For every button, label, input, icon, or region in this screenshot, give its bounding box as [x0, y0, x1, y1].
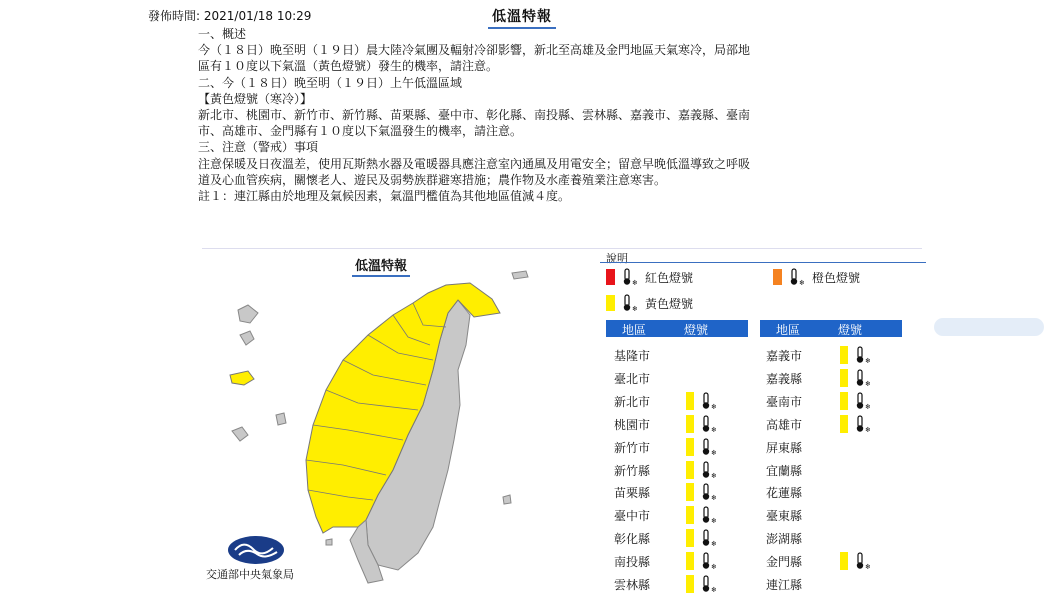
table-row	[614, 347, 754, 365]
table-row	[614, 576, 754, 594]
thermometer-snow-icon	[700, 529, 718, 547]
thermometer-snow-icon	[854, 392, 872, 410]
col-signal: 燈號	[838, 323, 863, 337]
legend-orange	[773, 268, 860, 286]
table-row	[614, 370, 754, 388]
thermometer-snow-icon	[700, 461, 718, 479]
table-row	[766, 484, 906, 502]
thermometer-snow-icon	[621, 294, 639, 312]
svg-text:❄: ❄	[799, 279, 805, 286]
table-row	[614, 507, 754, 525]
org-name: 交通部中央氣象局	[206, 568, 294, 581]
table-row	[766, 347, 906, 365]
table-row	[766, 462, 906, 480]
yellow-signal	[686, 461, 718, 479]
bulletin-line: 一、概述	[198, 27, 247, 41]
cwb-logo	[227, 535, 285, 565]
yellow-swatch	[686, 529, 694, 547]
region-name: 嘉義市	[766, 349, 803, 363]
yellow-swatch	[840, 392, 848, 410]
yellow-signal	[686, 483, 718, 501]
region-name: 宜蘭縣	[766, 463, 803, 478]
yellow-swatch	[840, 346, 848, 364]
map-island	[512, 271, 528, 279]
yellow-signal	[840, 415, 872, 433]
region-name: 高雄市	[766, 417, 803, 432]
thermometer-snow-icon	[700, 575, 718, 593]
table-row	[766, 439, 906, 457]
region-name: 花蓮縣	[766, 486, 803, 501]
svg-text:❄: ❄	[711, 494, 717, 502]
svg-text:❄: ❄	[632, 305, 638, 312]
blurred-watermark	[934, 318, 1044, 336]
legend-divider	[600, 262, 926, 263]
region-name: 雲林縣	[614, 578, 651, 592]
region-name: 彰化縣	[614, 532, 651, 547]
thermometer-snow-icon	[700, 438, 718, 456]
bulletin-line: 三、注意（警戒）事項	[198, 140, 319, 155]
bulletin-line: 【黃色燈號（寒冷）】	[198, 91, 313, 106]
thermometer-snow-icon	[700, 552, 718, 570]
svg-text:❄: ❄	[865, 563, 871, 571]
svg-text:❄: ❄	[711, 540, 717, 548]
yellow-swatch	[686, 506, 694, 524]
table-header-left	[606, 320, 748, 337]
bulletin-line: 注意保暖及日夜溫差，使用瓦斯熱水器及電暖器具應注意室內通風及用電安全；留意早晚低溫導致之呼吸	[198, 156, 751, 171]
thermometer-snow-icon	[788, 268, 806, 286]
yellow-signal	[686, 575, 718, 593]
yellow-signal	[686, 438, 718, 456]
thermometer-snow-icon	[854, 415, 872, 433]
thermometer-snow-icon	[854, 346, 872, 364]
legend-orange-label: 橙色燈號	[812, 270, 861, 285]
region-name: 桃園市	[614, 417, 651, 432]
thermometer-snow-icon	[854, 369, 872, 387]
yellow-swatch	[840, 552, 848, 570]
thermometer-snow-icon	[854, 552, 872, 570]
table-row	[614, 439, 754, 457]
yellow-signal	[840, 392, 872, 410]
svg-text:❄: ❄	[865, 379, 871, 387]
yellow-swatch	[686, 552, 694, 570]
col-region: 地區	[622, 323, 647, 337]
table-row	[766, 393, 906, 411]
table-row	[614, 553, 754, 571]
yellow-signal	[686, 529, 718, 547]
svg-text:❄: ❄	[711, 448, 717, 456]
table-row	[766, 576, 906, 594]
map-island	[240, 331, 254, 345]
yellow-swatch	[686, 461, 694, 479]
yellow-signal	[686, 506, 718, 524]
map-title: 低溫特報	[352, 255, 410, 277]
yellow-signal	[686, 392, 718, 410]
bulletin-text	[198, 26, 878, 204]
yellow-swatch	[686, 483, 694, 501]
legend-title: 說明	[606, 252, 628, 265]
svg-text:❄: ❄	[632, 279, 638, 286]
table-row	[614, 416, 754, 434]
yellow-swatch	[840, 415, 848, 433]
yellow-signal	[686, 552, 718, 570]
svg-text:❄: ❄	[865, 357, 871, 364]
orange-swatch	[773, 269, 782, 285]
table-row	[766, 530, 906, 548]
map-island	[326, 539, 332, 545]
yellow-signal	[840, 552, 872, 570]
svg-text:❄: ❄	[711, 471, 717, 479]
svg-text:❄: ❄	[865, 425, 871, 433]
table-row	[766, 416, 906, 434]
thermometer-snow-icon	[700, 392, 718, 410]
map-island	[238, 305, 258, 323]
yellow-swatch	[686, 438, 694, 456]
table-row	[766, 507, 906, 525]
svg-text:❄: ❄	[711, 586, 717, 593]
page-title: 低溫特報	[488, 6, 556, 29]
region-name: 屏東縣	[766, 440, 803, 455]
region-name: 新竹縣	[614, 463, 651, 478]
col-signal: 燈號	[684, 323, 709, 337]
red-swatch	[606, 269, 615, 285]
legend-red	[606, 268, 693, 286]
issue-time: 發佈時間: 2021/01/18 10:29	[148, 9, 312, 23]
region-name: 臺北市	[614, 371, 651, 386]
region-name: 苗栗縣	[614, 486, 651, 501]
yellow-swatch	[606, 295, 615, 311]
bulletin-line: 今（１８日）晚至明（１９日）晨大陸冷氣團及輻射冷卻影響，新北至高雄及金門地區天氣寒冷，局部地	[198, 43, 751, 58]
region-name: 嘉義縣	[766, 371, 803, 386]
legend-yellow	[606, 294, 693, 312]
region-name: 連江縣	[766, 578, 803, 592]
region-name: 南投縣	[614, 555, 651, 570]
region-name: 金門縣	[766, 555, 803, 570]
table-row	[614, 462, 754, 480]
table-row	[766, 370, 906, 388]
thermometer-snow-icon	[621, 268, 639, 286]
map-island	[230, 371, 254, 385]
legend-red-label: 紅色燈號	[645, 270, 694, 285]
yellow-swatch	[840, 369, 848, 387]
legend-yellow-label: 黃色燈號	[645, 296, 694, 311]
region-name: 臺東縣	[766, 509, 803, 524]
table-row	[766, 553, 906, 571]
region-name: 基隆市	[614, 349, 651, 363]
yellow-signal	[840, 369, 872, 387]
yellow-swatch	[686, 415, 694, 433]
table-row	[614, 484, 754, 502]
thermometer-snow-icon	[700, 506, 718, 524]
svg-text:❄: ❄	[711, 402, 717, 410]
region-name: 臺中市	[614, 509, 651, 524]
bulletin-line: 註１：連江縣由於地理及氣候因素，氣溫門檻值為其他地區值減４度。	[198, 189, 571, 204]
bulletin-line: 新北市、桃園市、新竹市、新竹縣、苗栗縣、臺中市、彰化縣、南投縣、雲林縣、嘉義市、嘉義縣、臺南	[198, 108, 751, 123]
svg-text:❄: ❄	[865, 402, 871, 410]
bulletin-line: 市、高雄市、金門縣有１０度以下氣溫發生的機率，請注意。	[198, 124, 523, 139]
table-header-right	[760, 320, 902, 337]
yellow-swatch	[686, 575, 694, 593]
thermometer-snow-icon	[700, 415, 718, 433]
table-row	[614, 530, 754, 548]
region-name: 新北市	[614, 394, 651, 409]
region-name: 新竹市	[614, 440, 651, 455]
yellow-signal	[840, 346, 872, 364]
yellow-signal	[686, 415, 718, 433]
yellow-swatch	[686, 392, 694, 410]
table-row	[614, 393, 754, 411]
svg-text:❄: ❄	[711, 563, 717, 571]
map-island	[276, 413, 286, 425]
bulletin-line: 區有１０度以下氣溫（黃色燈號）發生的機率，請注意。	[198, 59, 499, 74]
svg-text:❄: ❄	[711, 517, 717, 525]
bulletin-line: 二、今（１８日）晚至明（１９日）上午低溫區域	[198, 75, 463, 90]
col-region: 地區	[776, 323, 801, 337]
region-name: 澎湖縣	[766, 532, 803, 547]
map-island	[503, 495, 511, 504]
thermometer-snow-icon	[700, 483, 718, 501]
svg-text:❄: ❄	[711, 425, 717, 433]
bulletin-line: 道及心血管疾病，關懷老人、遊民及弱勢族群避寒措施；農作物及水產養殖業注意寒害。	[198, 172, 667, 187]
region-name: 臺南市	[766, 394, 803, 409]
map-island	[232, 427, 248, 441]
